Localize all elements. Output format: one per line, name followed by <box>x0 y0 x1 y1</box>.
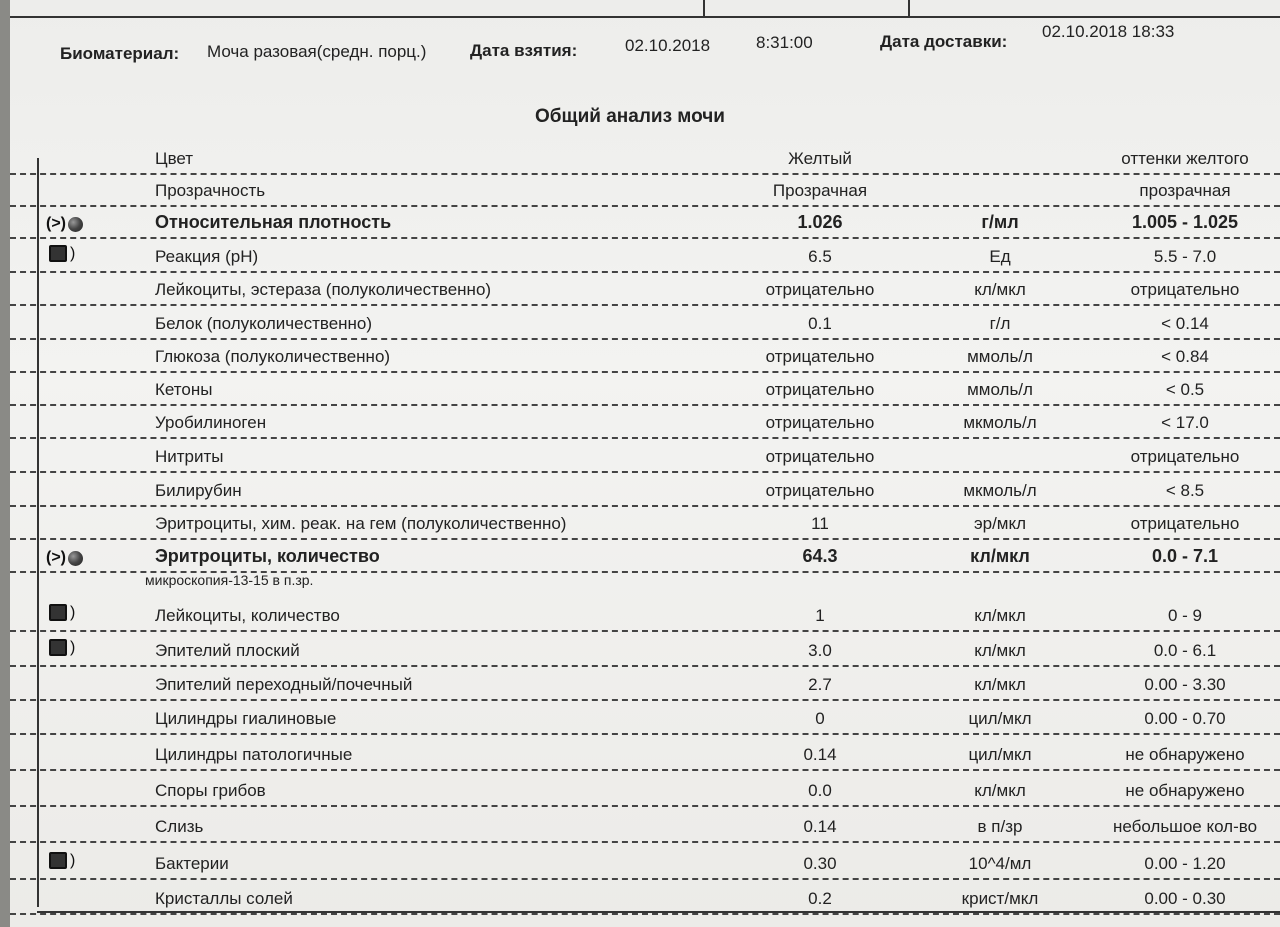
reference-range: < 8.5 <box>1165 481 1205 500</box>
high-value-dot-icon <box>68 217 83 232</box>
table-row <box>10 140 1280 175</box>
table-row <box>10 204 1280 239</box>
reference-range: 5.5 - 7.0 <box>1153 247 1217 266</box>
top-cell-divider <box>703 0 705 16</box>
result-value: Прозрачная <box>772 181 868 200</box>
test-name: Реакция (pH) <box>155 247 259 266</box>
test-name: Споры грибов <box>155 781 266 800</box>
test-name: Лейкоциты, эстераза (полуколичественно) <box>155 280 492 299</box>
result-unit: ммоль/л <box>967 347 1033 366</box>
result-flag <box>46 212 126 233</box>
result-value: 0.2 <box>808 889 832 908</box>
table-row <box>10 597 1280 632</box>
result-value: отрицательно <box>765 280 875 299</box>
table-row <box>10 808 1280 843</box>
biomaterial-value: Моча разовая(средн. порц.) <box>207 42 427 61</box>
result-value: отрицательно <box>765 380 875 399</box>
reference-range: 0.00 - 1.20 <box>1144 854 1226 873</box>
reference-range: оттенки желтого <box>1121 149 1249 168</box>
reference-range: отрицательно <box>1130 280 1240 299</box>
test-name: Билирубин <box>155 481 242 500</box>
reference-range: отрицательно <box>1130 514 1240 533</box>
test-name: Уробилиноген <box>155 413 267 432</box>
test-name: Цилиндры патологичные <box>155 745 353 764</box>
result-value: 0.1 <box>808 314 832 333</box>
delivery-date-label: Дата доставки: <box>880 32 1008 51</box>
reference-range: прозрачная <box>1139 181 1231 200</box>
table-row <box>10 736 1280 771</box>
result-flag <box>46 639 126 662</box>
result-value: 0.30 <box>803 854 837 873</box>
result-unit: кл/мкл <box>974 606 1026 625</box>
result-unit: крист/мкл <box>961 889 1039 908</box>
attention-square-icon <box>49 604 67 621</box>
table-row <box>10 666 1280 701</box>
table-row <box>10 338 1280 373</box>
result-value: 2.7 <box>808 675 832 694</box>
table-row <box>10 632 1280 667</box>
flag-text: ) <box>70 638 76 656</box>
result-value: 1.026 <box>797 212 843 232</box>
flag-text: ) <box>70 603 76 621</box>
attention-square-icon <box>49 852 67 869</box>
result-unit: цил/мкл <box>968 745 1032 764</box>
delivery-date: 02.10.2018 18:33 <box>1042 22 1175 41</box>
reference-range: 0.00 - 0.30 <box>1144 889 1226 908</box>
table-row <box>10 271 1280 306</box>
table-row <box>10 472 1280 507</box>
table-row <box>10 538 1280 573</box>
result-unit: г/л <box>989 314 1011 333</box>
attention-square-icon <box>49 245 67 262</box>
test-name: Бактерии <box>155 854 229 873</box>
test-name: Относительная плотность <box>155 212 392 232</box>
table-row <box>10 772 1280 807</box>
reference-range: < 0.5 <box>1165 380 1205 399</box>
reference-range: 0.00 - 3.30 <box>1144 675 1226 694</box>
result-value: 11 <box>811 514 829 533</box>
result-flag <box>46 852 126 875</box>
flag-text: (>) <box>46 549 66 566</box>
reference-range: 0 - 9 <box>1167 606 1203 625</box>
result-flag <box>46 546 126 567</box>
test-name: Глюкоза (полуколичественно) <box>155 347 391 366</box>
reference-range: 0.0 - 7.1 <box>1151 546 1219 566</box>
test-name: Цвет <box>155 149 194 168</box>
result-unit: мкмоль/л <box>963 413 1037 432</box>
result-value: 0.14 <box>803 817 837 836</box>
test-name: Нитриты <box>155 447 224 466</box>
flag-text: ) <box>70 244 76 262</box>
result-value: Желтый <box>788 149 852 168</box>
test-name: Эритроциты, хим. реак. на гем (полуколичественно) <box>155 514 567 533</box>
table-row <box>10 880 1280 915</box>
table-row <box>10 238 1280 273</box>
flag-text: ) <box>70 851 76 869</box>
result-value: 1 <box>815 606 825 625</box>
test-name: Эритроциты, количество <box>155 546 380 566</box>
reference-range: 0.0 - 6.1 <box>1153 641 1217 660</box>
result-value: отрицательно <box>765 481 875 500</box>
test-name: Слизь <box>155 817 204 836</box>
result-value: 0 <box>815 709 825 728</box>
result-unit: 10^4/мл <box>968 854 1032 873</box>
result-value: 0.14 <box>803 745 837 764</box>
table-row <box>10 845 1280 880</box>
result-unit: цил/мкл <box>968 709 1032 728</box>
lab-report-sheet <box>10 0 1280 927</box>
reference-range: < 17.0 <box>1161 413 1209 432</box>
test-name: Кетоны <box>155 380 213 399</box>
test-name: Эпителий переходный/почечный <box>155 675 413 694</box>
attention-square-icon <box>49 639 67 656</box>
reference-range: отрицательно <box>1130 447 1240 466</box>
reference-range: < 0.14 <box>1161 314 1209 333</box>
result-value: 64.3 <box>802 546 838 566</box>
result-value: отрицательно <box>765 347 875 366</box>
reference-range: не обнаружено <box>1125 745 1245 764</box>
result-flag <box>46 245 126 268</box>
reference-range: < 0.84 <box>1161 347 1209 366</box>
reference-range: не обнаружено <box>1125 781 1245 800</box>
result-unit: в п/зр <box>977 817 1023 836</box>
test-name: Прозрачность <box>155 181 266 200</box>
result-value: 6.5 <box>808 247 832 266</box>
top-cell-divider <box>908 0 910 16</box>
result-unit: кл/мкл <box>974 641 1026 660</box>
table-row <box>10 505 1280 540</box>
flag-text: (>) <box>46 215 66 232</box>
result-unit: кл/мкл <box>974 781 1026 800</box>
collect-date-label: Дата взятия: <box>470 41 578 60</box>
table-row <box>10 371 1280 406</box>
reference-range: небольшое кол-во <box>1112 817 1258 836</box>
result-flag <box>46 604 126 627</box>
collect-date: 02.10.2018 <box>625 36 711 55</box>
high-value-dot-icon <box>68 551 83 566</box>
test-name: Цилиндры гиалиновые <box>155 709 337 728</box>
test-name: Лейкоциты, количество <box>155 606 340 625</box>
table-row <box>10 172 1280 207</box>
result-value: отрицательно <box>765 447 875 466</box>
result-value: 0.0 <box>808 781 832 800</box>
result-unit: кл/мкл <box>970 546 1030 566</box>
result-unit: Ед <box>989 247 1011 266</box>
result-unit: мкмоль/л <box>963 481 1037 500</box>
test-name: Эпителий плоский <box>155 641 300 660</box>
collect-time: 8:31:00 <box>756 33 813 52</box>
microscopy-note: микроскопия-13-15 в п.зр. <box>145 572 314 588</box>
result-value: 3.0 <box>808 641 832 660</box>
test-name: Белок (полуколичественно) <box>155 314 373 333</box>
result-unit: эр/мкл <box>973 514 1027 533</box>
reference-range: 1.005 - 1.025 <box>1131 212 1239 232</box>
table-row <box>10 438 1280 473</box>
result-unit: кл/мкл <box>974 675 1026 694</box>
result-value: отрицательно <box>765 413 875 432</box>
table-row <box>10 404 1280 439</box>
report-title: Общий анализ мочи <box>535 106 725 127</box>
result-unit: ммоль/л <box>967 380 1033 399</box>
table-row <box>10 700 1280 735</box>
biomaterial-label: Биоматериал: <box>60 44 180 63</box>
result-unit: кл/мкл <box>974 280 1026 299</box>
table-row <box>10 305 1280 340</box>
top-border <box>10 16 1280 18</box>
reference-range: 0.00 - 0.70 <box>1144 709 1226 728</box>
bottom-border <box>37 911 1280 913</box>
result-unit: г/мл <box>981 212 1019 232</box>
test-name: Кристаллы солей <box>155 889 293 908</box>
